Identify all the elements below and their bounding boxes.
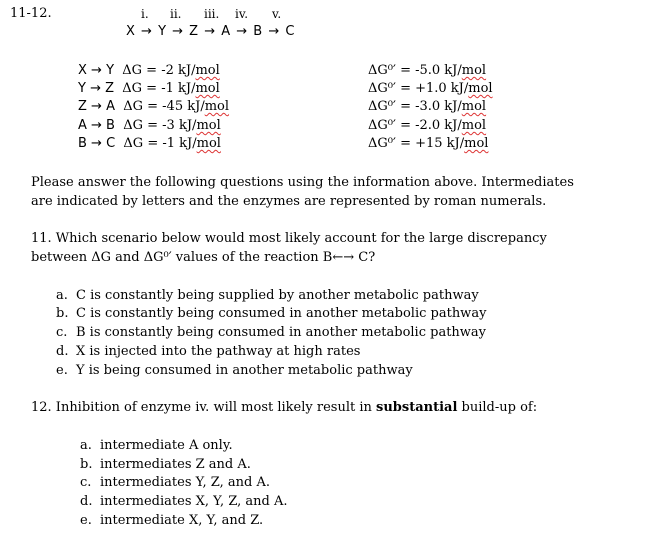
delta-g-standard: ΔG⁰′ = +15 kJ/mol: [368, 136, 489, 151]
q12-option-a[interactable]: a. intermediate A only.: [80, 438, 233, 453]
reaction-label: Y → Z: [78, 81, 115, 96]
delta-g-standard: ΔG⁰′ = -2.0 kJ/mol: [368, 118, 487, 133]
delta-g: ΔG = -1 kJ/mol: [123, 136, 221, 151]
instructions-line-2: are indicated by letters and the enzymes are represented by roman numerals.: [31, 194, 547, 209]
q11-option-d[interactable]: d. X is injected into the pathway at high rates: [56, 344, 361, 359]
delta-g-standard: ΔG⁰′ = -5.0 kJ/mol: [368, 63, 487, 78]
enzyme-label-v: v.: [272, 7, 282, 21]
enzyme-label-iii: iii.: [204, 7, 220, 21]
reaction-label: A → B: [78, 118, 115, 133]
reaction-row: [78, 81, 220, 96]
q12-option-e[interactable]: e. intermediate X, Y, and Z.: [80, 513, 264, 528]
enzyme-label-ii: ii.: [170, 7, 182, 21]
delta-g: ΔG = -2 kJ/mol: [122, 63, 220, 78]
pathway: X → Y → Z → A → B → C: [126, 24, 296, 39]
q11-prompt-line-2: between ΔG and ΔG⁰′ values of the reaction B←→ C?: [31, 250, 376, 265]
question-number: 11-12.: [10, 6, 52, 21]
delta-g: ΔG = -1 kJ/mol: [122, 81, 220, 96]
q12-emphasis: substantial: [376, 400, 458, 415]
reaction-row: [78, 63, 220, 78]
reaction-row: [78, 118, 221, 133]
q11-option-c[interactable]: c. B is constantly being consumed in another metabolic pathway: [56, 325, 487, 340]
reaction-label: Z → A: [78, 99, 115, 114]
delta-g: ΔG = -45 kJ/mol: [123, 99, 230, 114]
reaction-label: B → C: [78, 136, 116, 151]
reaction-row: [78, 136, 221, 151]
q12-option-b[interactable]: b. intermediates Z and A.: [80, 457, 251, 472]
instructions-line-1: Please answer the following questions using the information above. Intermediates: [31, 175, 574, 190]
enzyme-label-iv: iv.: [235, 7, 249, 21]
q11-option-b[interactable]: b. C is constantly being consumed in another metabolic pathway: [56, 306, 487, 321]
delta-g: ΔG = -3 kJ/mol: [123, 118, 221, 133]
q11-prompt-line-1: 11. Which scenario below would most likely account for the large discrepancy: [31, 231, 547, 246]
reaction-row: [78, 99, 229, 114]
q11-option-a[interactable]: a. C is constantly being supplied by another metabolic pathway: [56, 288, 479, 303]
q12-option-d[interactable]: d. intermediates X, Y, Z, and A.: [80, 494, 288, 509]
q12-prompt: 12. Inhibition of enzyme iv. will most likely result in substantial build-up of:: [31, 400, 538, 415]
enzyme-label-i: i.: [141, 7, 149, 21]
delta-g-standard: ΔG⁰′ = +1.0 kJ/mol: [368, 81, 493, 96]
q12-option-c[interactable]: c. intermediates Y, Z, and A.: [80, 475, 270, 490]
delta-g-standard: ΔG⁰′ = -3.0 kJ/mol: [368, 99, 487, 114]
q11-option-e[interactable]: e. Y is being consumed in another metabolic pathway: [56, 363, 413, 378]
reaction-label: X → Y: [78, 63, 115, 78]
